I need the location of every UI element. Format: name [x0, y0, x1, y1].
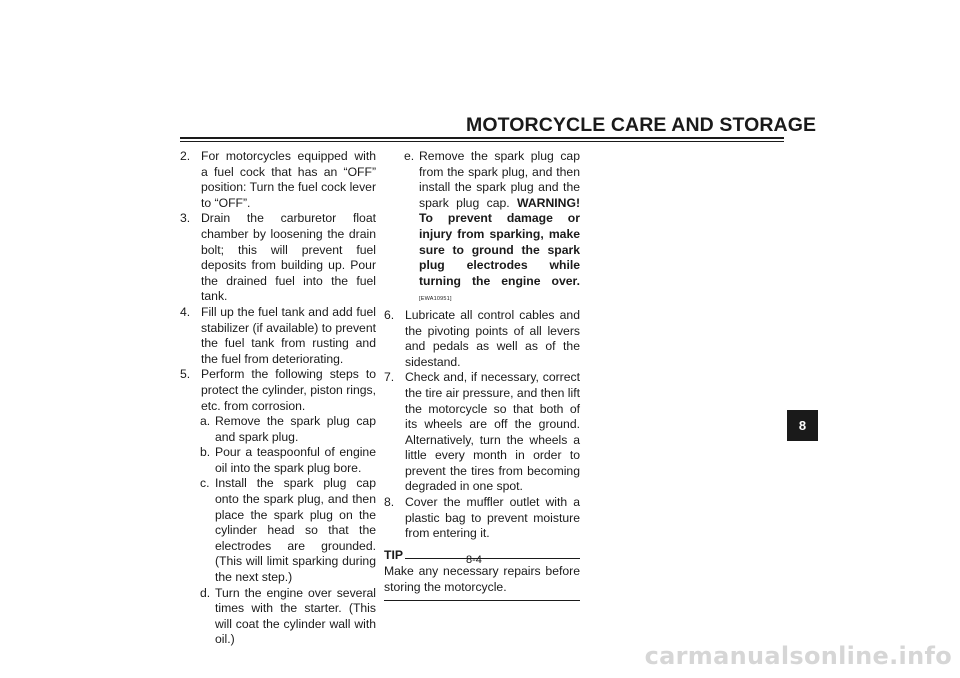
item-number: 6. [384, 307, 395, 322]
warning-reference-code: [EWA10951] [419, 296, 452, 303]
right-column [384, 149, 580, 601]
sub-item-text: Turn the engine over several times with the starter. (This will coat the cylinder wall with oil.) [215, 585, 376, 647]
watermark: carmanualsonline.info [644, 642, 952, 670]
item-text: Lubricate all control cables and the pivoting points of all levers and pedals as well as of the sidestand. [405, 307, 580, 369]
item-number: 4. [180, 304, 191, 319]
page-title: MOTORCYCLE CARE AND STORAGE [466, 114, 817, 136]
item-text: Perform the following steps to protect the cylinder, piston rings, etc. from corrosion. [201, 367, 376, 413]
item-text: For motorcycles equipped with a fuel cock that has an “OFF” position: Turn the fuel cock lever to “OFF”. [201, 149, 376, 210]
item-number: 2. [180, 149, 191, 163]
sub-list-item [384, 149, 580, 308]
item-number: 8. [384, 495, 395, 510]
list-item [180, 149, 376, 211]
header-rule-thin [180, 141, 784, 142]
list-item [180, 305, 376, 367]
sub-item-letter: e. [404, 149, 415, 163]
sub-item-letter: a. [200, 414, 211, 429]
tip-bottom-rule [384, 600, 580, 601]
sub-list-item [180, 445, 376, 476]
list-item [384, 495, 580, 542]
tip-header-rule [405, 558, 580, 559]
list-item [180, 211, 376, 305]
tip-header [384, 548, 580, 564]
item-number: 5. [180, 367, 191, 382]
sub-list-item [180, 414, 376, 445]
tip-label: TIP [384, 547, 403, 562]
sub-item-letter: c. [200, 476, 210, 491]
left-column [180, 149, 376, 648]
warning-text: WARNING! To prevent damage or injury from sparking, make sure to ground the spark plug electrodes while turning the engine over. [419, 195, 581, 288]
list-item [180, 367, 376, 414]
item-number: 7. [384, 370, 395, 385]
sub-list-item [180, 476, 376, 585]
item-text: Cover the muffler outlet with a plastic bag to prevent moisture from entering it. [405, 495, 580, 541]
page-number: 8-4 [466, 554, 482, 566]
item-number: 3. [180, 211, 191, 226]
item-text: Fill up the fuel tank and add fuel stabilizer (if available) to prevent the fuel tank from rusting and the fuel from deteriorating. [201, 304, 376, 366]
tip-text: Make any necessary repairs before storing the motorcycle. [384, 564, 580, 595]
chapter-tab-label: 8 [798, 418, 807, 433]
sub-item-letter: b. [200, 445, 211, 460]
item-text: Drain the carburetor float chamber by loosening the drain bolt; this will prevent fuel deposits from building up. Pour the drained fuel into the fuel tank. [201, 211, 376, 304]
sub-item-letter: d. [200, 585, 211, 600]
sub-list-item [180, 586, 376, 648]
sub-item-text: Pour a teaspoonful of engine oil into the spark plug bore. [215, 445, 376, 475]
header-rule-thick [180, 137, 784, 139]
chapter-tab [787, 410, 818, 441]
item-text: Check and, if necessary, correct the tire air pressure, and then lift the motorcycle so that both of its wheels are off the ground. Alternatively, turn the wheels a little every month in order to prevent the tires from becoming degraded in one spot. [405, 370, 580, 494]
sub-item-text: Remove the spark plug cap and spark plug. [215, 414, 376, 444]
list-item [384, 370, 580, 495]
sub-item-text: Install the spark plug cap onto the spark plug, and then place the spark plug on the cylinder head so that the electrodes are grounded. (This will limit sparking during the next step.) [215, 476, 376, 585]
sub-item-text: Remove the spark plug cap from the spark plug, and then install the spark plug and the spark plug cap. [419, 149, 580, 210]
list-item [384, 308, 580, 370]
